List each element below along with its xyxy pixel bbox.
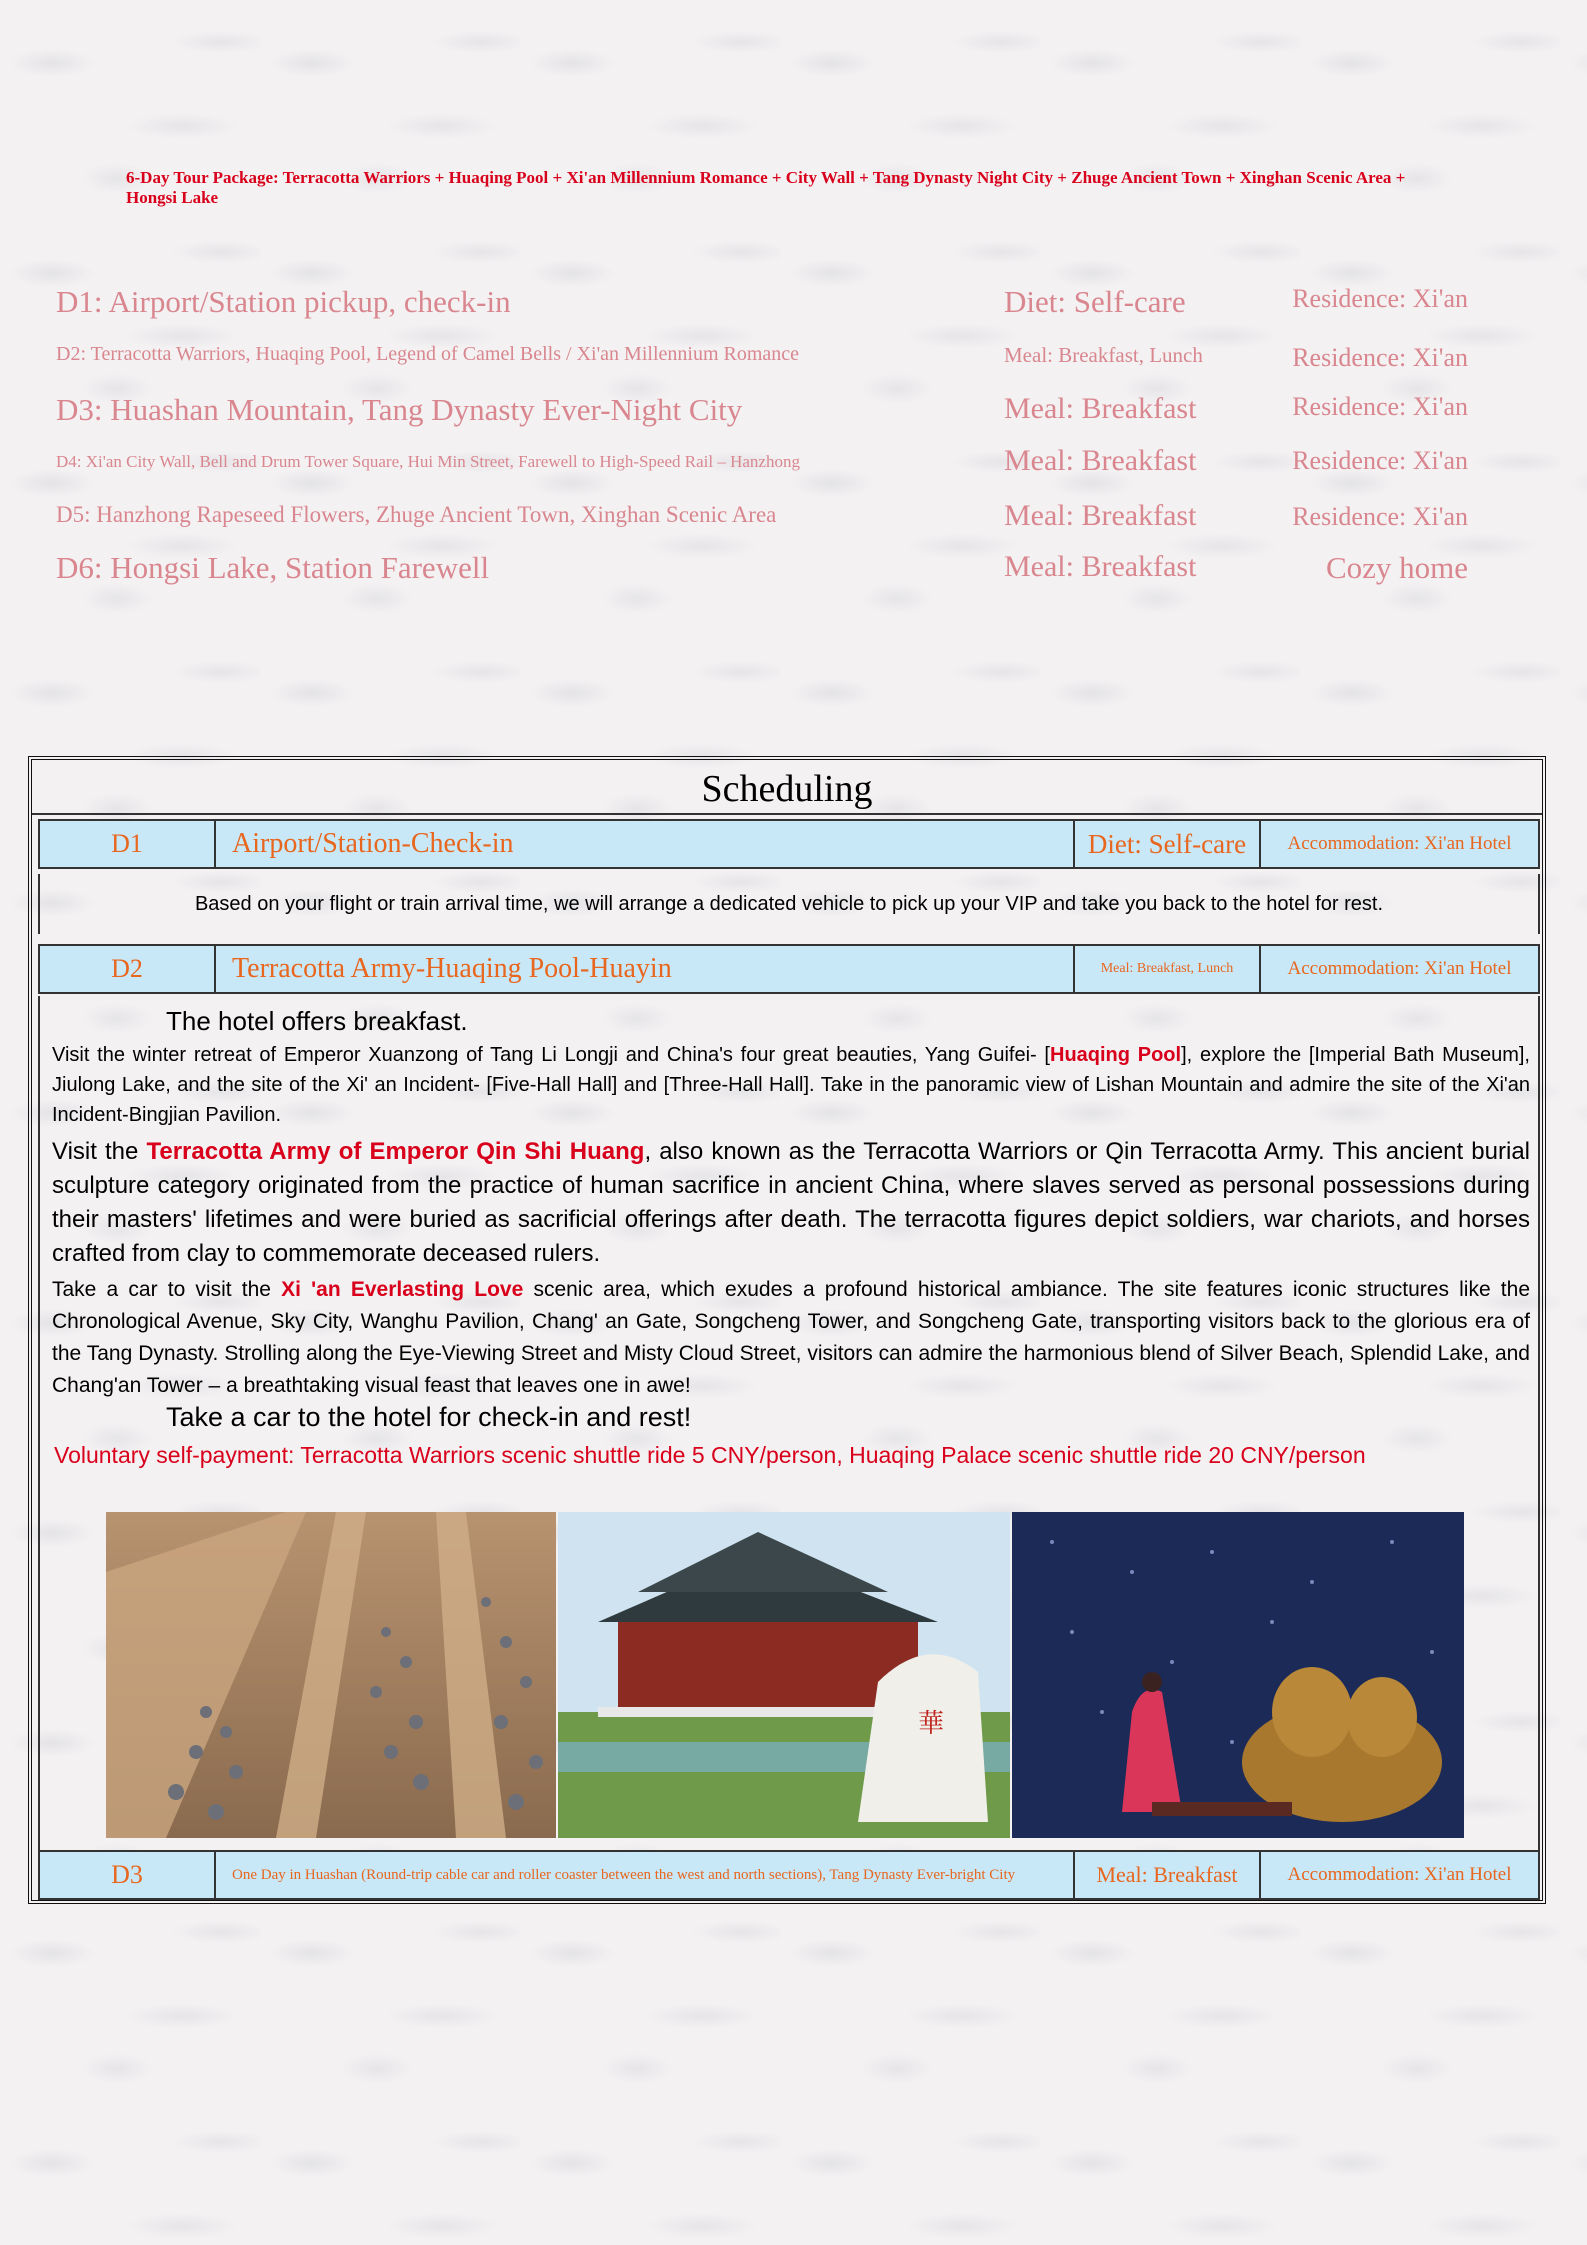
day-meal: Meal: Breakfast — [1075, 1852, 1261, 1898]
overview-day: D6: Hongsi Lake, Station Farewell — [56, 550, 490, 585]
day-meal: Diet: Self-care — [1075, 821, 1261, 867]
day-description: Based on your flight or train arrival time, we will arrange a dedicated vehicle to pick up your VIP and take you back to the hotel for rest. — [38, 874, 1540, 934]
day-header-row — [38, 1850, 1540, 1900]
overview-meal: Meal: Breakfast, Lunch — [1004, 343, 1203, 367]
day-route: One Day in Huashan (Round-trip cable car and roller coaster between the west and north sections), Tang Dynasty Ever-bright City — [216, 1852, 1075, 1898]
text-span: Visit the winter retreat of Emperor Xuanzong of Tang Li Longji and China's four great beauties, Yang Guifei- [ — [52, 1044, 1050, 1066]
overview-residence: Residence: Xi'an — [1292, 284, 1468, 313]
breakfast-note: The hotel offers breakfast. — [166, 1006, 468, 1036]
overview-day: D1: Airport/Station pickup, check-in — [56, 284, 511, 319]
svg-text:華: 華 — [918, 1709, 945, 1739]
huaqing-palace-photo — [558, 1512, 1010, 1838]
highlight-huaqing: Huaqing Pool — [1050, 1044, 1182, 1066]
camel-bells-show-photo — [1012, 1512, 1464, 1838]
huaqing-paragraph — [52, 1040, 1530, 1130]
overview-day: D4: Xi'an City Wall, Bell and Drum Tower Square, Hui Min Street, Farewell to High-Speed Rail – Hanzhong — [56, 452, 800, 471]
day-route: Airport/Station-Check-in — [216, 821, 1075, 867]
overview-meal: Meal: Breakfast — [1004, 550, 1197, 583]
overview-meal: Meal: Breakfast — [1004, 444, 1197, 477]
highlight-terracotta: Terracotta Army of Emperor Qin Shi Huang — [146, 1138, 645, 1165]
self-payment-note: Voluntary self-payment: Terracotta Warriors scenic shuttle ride 5 CNY/person, Huaqing Palace scenic shuttle ride 20 CNY/person — [54, 1442, 1366, 1468]
terracotta-army-photo — [106, 1512, 556, 1838]
day-header-row — [38, 819, 1540, 869]
scheduling-title: Scheduling — [32, 760, 1542, 815]
text-span: Visit the — [52, 1138, 147, 1165]
overview-residence: Cozy home — [1325, 550, 1468, 585]
highlight-everlasting-love: Xi 'an Everlasting Love — [281, 1278, 524, 1301]
day-label: D3 — [40, 1852, 216, 1898]
overview-residence: Residence: Xi'an — [1292, 446, 1468, 475]
day-accommodation: Accommodation: Xi'an Hotel — [1287, 833, 1512, 854]
photo-strip — [98, 1512, 1464, 1838]
day-label: D2 — [40, 946, 216, 992]
text-span: , also known as the Terracotta Warriors or Qin Terracotta Army. This ancient burial sculpture category originated from the practice of human sacrifice in ancient China, where slaves served as personal possessions during their masters' lifetimes and were buried as sacrificial offerings after death. The terracotta figures depict soldiers, war chariots, and horses crafted from clay to commemorate deceased rulers. — [52, 1138, 1530, 1267]
day-accommodation: Accommodation: Xi'an Hotel — [1287, 958, 1512, 979]
day-route: Terracotta Army-Huaqing Pool-Huayin — [216, 946, 1075, 992]
everlasting-love-paragraph — [52, 1274, 1530, 1402]
package-title: 6-Day Tour Package: Terracotta Warriors + Huaqing Pool + Xi'an Millennium Romance + City Wall + Tang Dynasty Night City + Zhuge Ancient Town + Xinghan Scenic Area + Hongsi Lake — [126, 168, 1406, 207]
terracotta-paragraph — [52, 1135, 1530, 1271]
overview-meal: Meal: Breakfast — [1004, 499, 1197, 532]
overview-meal: Diet: Self-care — [1004, 284, 1186, 319]
overview-day: D5: Hanzhong Rapeseed Flowers, Zhuge Ancient Town, Xinghan Scenic Area — [56, 502, 777, 527]
overview-residence: Residence: Xi'an — [1292, 392, 1468, 421]
text-span: ], explore the [Imperial Bath Museum], Jiulong Lake, and the site of the Xi' an Incident- [Five-Hall Hall] and [Three-Hall Hall]. Take in the panoramic view of Lishan Mountain and admire the site of the Xi'an Incident-Bingjian Pavilion. — [52, 1044, 1530, 1126]
return-note: Take a car to the hotel for check-in and rest! — [166, 1402, 692, 1432]
overview-day: D2: Terracotta Warriors, Huaqing Pool, Legend of Camel Bells / Xi'an Millennium Romance — [56, 343, 800, 365]
overview-residence: Residence: Xi'an — [1292, 343, 1468, 372]
text-span: scenic area, which exudes a profound historical ambiance. The site features iconic structures like the Chronological Avenue, Sky City, Wanghu Pavilion, Chang' an Gate, Songcheng Tower, and Songcheng Gate, transporting visitors back to the glorious era of the Tang Dynasty. Strolling along the Eye-Viewing Street and Misty Cloud Street, visitors can admire the harmonious blend of Silver Beach, Splendid Lake, and Chang'an Tower – a breathtaking visual feast that leaves one in awe! — [52, 1278, 1530, 1397]
day-header-row — [38, 944, 1540, 994]
overview-residence: Residence: Xi'an — [1292, 502, 1468, 531]
day-accommodation: Accommodation: Xi'an Hotel — [1287, 1864, 1512, 1885]
text-span: Take a car to visit the — [52, 1278, 282, 1301]
day-meal: Meal: Breakfast, Lunch — [1075, 946, 1261, 992]
day-label: D1 — [40, 821, 216, 867]
overview-day: D3: Huashan Mountain, Tang Dynasty Ever-Night City — [56, 392, 743, 427]
overview-meal: Meal: Breakfast — [1004, 392, 1197, 425]
